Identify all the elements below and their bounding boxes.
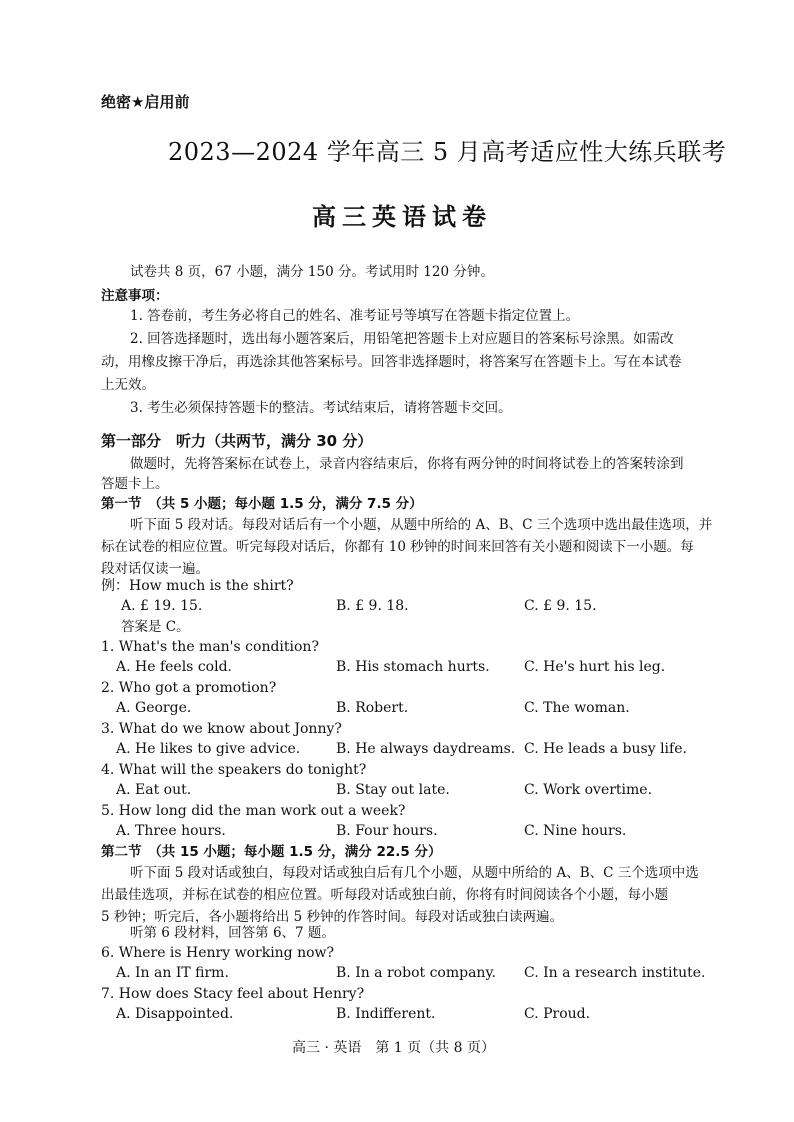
note-2-line-2: 动，用橡皮擦干净后，再选涂其他答案标号。回答非选择题时，将答案写在答题卡上。写在本试卷 [101,354,682,370]
q2-option-a: A. George. [116,700,192,716]
q2-option-b: B. Robert. [336,700,409,716]
confidential-label: 绝密★启用前 [101,93,190,111]
question-5: 5. How long did the man work out a week? [101,803,406,819]
notes-heading: 注意事项： [101,288,169,304]
section2-desc-line-3: 5 秒钟；听完后，各小题将给出 5 秒钟的作答时间。每段对话或独白读两遍。 [101,909,564,925]
question-3: 3. What do we know about Jonny? [101,721,342,737]
note-1: 1. 答卷前，考生务必将自己的姓名、准考证号等填写在答题卡指定位置上。 [130,308,580,324]
q6-option-a: A. In an IT firm. [116,965,229,981]
section1-desc-line-2: 标在试卷的相应位置。听完每段对话后，你都有 10 秒钟的时间来回答有关小题和阅读下一小题。每 [101,539,694,555]
q3-option-c: C. He leads a busy life. [524,741,687,757]
example-answer: 答案是 C。 [121,619,190,635]
part1-heading: 第一部分 听力（共两节，满分 30 分） [101,432,373,450]
q1-option-c: C. He's hurt his leg. [524,659,666,675]
question-7: 7. How does Stacy feel about Henry? [101,986,365,1002]
q4-option-b: B. Stay out late. [336,782,450,798]
section2-heading: 第二节 （共 15 小题；每小题 1.5 分，满分 22.5 分） [101,844,442,860]
question-1: 1. What's the man's condition? [101,639,319,655]
part1-desc-line-1: 做题时，先将答案标在试卷上，录音内容结束后，你将有两分钟的时间将试卷上的答案转涂到 [130,456,684,472]
paper-title: 高三英语试卷 [312,203,492,231]
part1-desc-line-2: 答题卡上。 [101,476,169,492]
q4-option-c: C. Work overtime. [524,782,653,798]
q4-option-a: A. Eat out. [116,782,192,798]
q1-option-a: A. He feels cold. [116,659,232,675]
q3-option-b: B. He always daydreams. [336,741,516,757]
q6-option-b: B. In a robot company. [336,965,496,981]
note-2-line-3: 上无效。 [101,377,155,393]
q3-option-a: A. He likes to give advice. [116,741,301,757]
q1-option-b: B. His stomach hurts. [336,659,490,675]
section1-desc-line-3: 段对话仅读一遍。 [101,561,209,577]
section2-desc-line-1: 听下面 5 段对话或独白，每段对话或独白后有几个小题，从题中所给的 A、B、C 三个选项中选 [130,865,699,881]
material-instruction: 听第 6 段材料，回答第 6、7 题。 [130,925,335,941]
question-6: 6. Where is Henry working now? [101,945,335,961]
q5-option-b: B. Four hours. [336,823,438,839]
exam-intro: 试卷共 8 页，67 小题，满分 150 分。考试用时 120 分钟。 [130,264,494,280]
section1-heading: 第一节 （共 5 小题；每小题 1.5 分，满分 7.5 分） [101,496,423,512]
q7-option-c: C. Proud. [524,1006,591,1022]
page-footer: 高三 · 英语 第 1 页（共 8 页） [292,1040,495,1056]
q7-option-b: B. Indifferent. [336,1006,436,1022]
q5-option-c: C. Nine hours. [524,823,627,839]
q2-option-c: C. The woman. [524,700,630,716]
example-option-c: C. £ 9. 15. [524,598,597,614]
example-option-a: A. £ 19. 15. [121,598,203,614]
q7-option-a: A. Disappointed. [116,1006,234,1022]
question-2: 2. Who got a promotion? [101,680,277,696]
exam-title: 2023—2024 学年高三 5 月高考适应性大练兵联考 [168,138,727,166]
section1-desc-line-1: 听下面 5 段对话。每段对话后有一个小题，从题中所给的 A、B、C 三个选项中选出最佳选项，并 [130,517,713,533]
section2-desc-line-2: 出最佳选项，并标在试卷的相应位置。听每段对话或独白前，你将有时间阅读各个小题，每小题 [101,887,668,903]
example-option-b: B. £ 9. 18. [336,598,409,614]
q5-option-a: A. Three hours. [116,823,226,839]
q6-option-c: C. In a research institute. [524,965,706,981]
note-2-line-1: 2. 回答选择题时，选出每小题答案后，用铅笔把答题卡上对应题目的答案标号涂黑。如需改 [130,331,674,347]
example-question: 例：How much is the shirt? [101,578,294,594]
note-3: 3. 考生必须保持答题卡的整洁。考试结束后，请将答题卡交回。 [130,400,512,416]
question-4: 4. What will the speakers do tonight? [101,762,367,778]
